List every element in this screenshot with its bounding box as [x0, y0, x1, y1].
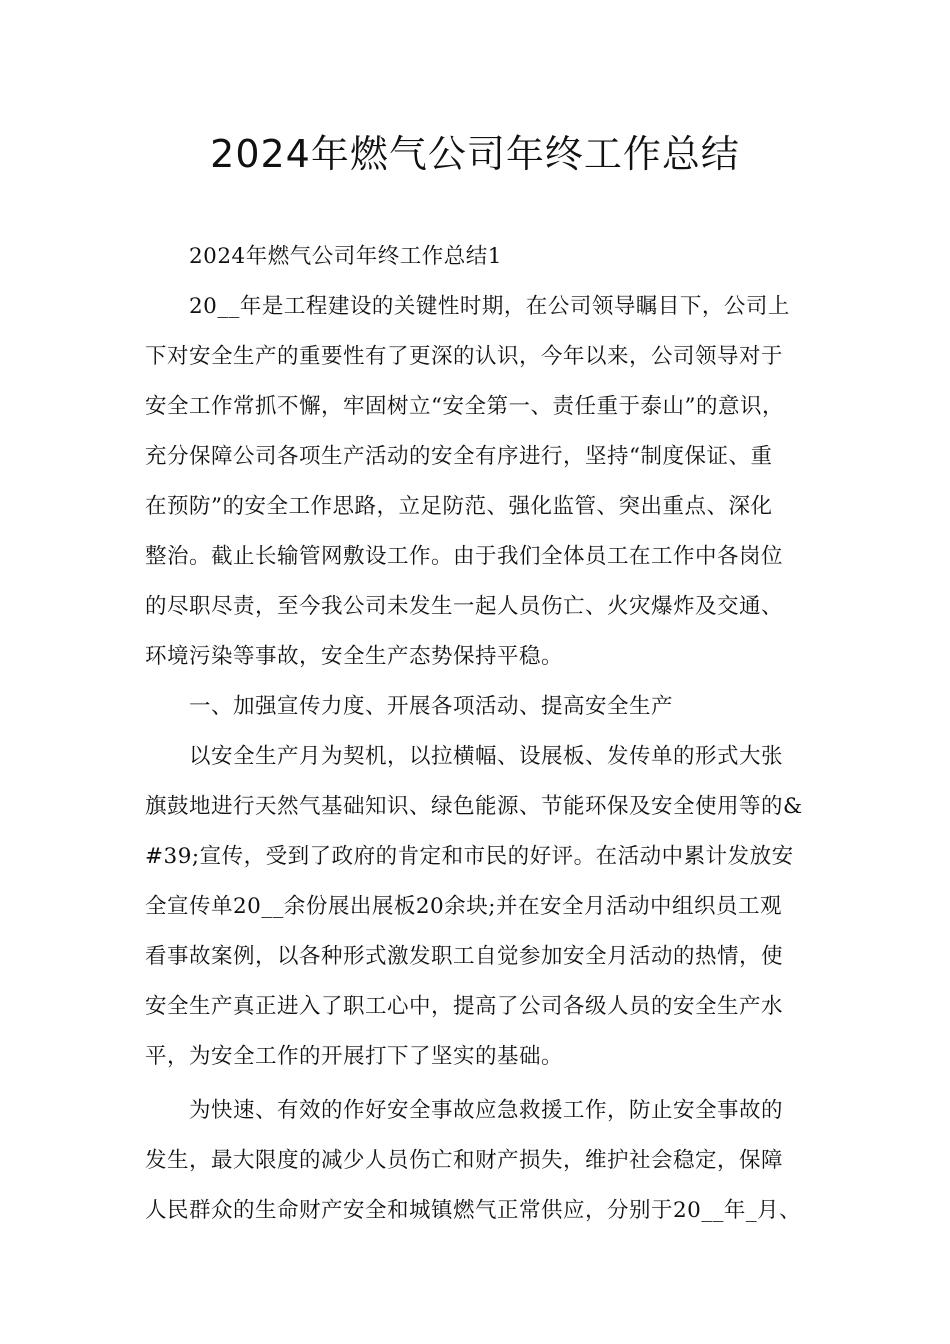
paragraph-line: 为快速、有效的作好安全事故应急救援工作，防止安全事故的: [189, 1098, 784, 1123]
paragraph-line: 20__年是工程建设的关键性时期，在公司领导瞩目下，公司上: [189, 294, 790, 319]
section-heading: 一、加强宣传力度、开展各项活动、提高安全生产: [189, 694, 674, 719]
paragraph-line: 人民群众的生命财产安全和城镇燃气正常供应，分别于20__年_月、: [145, 1198, 802, 1223]
document-body: [145, 232, 819, 1236]
paragraph-line: 整治。截止长输管网敷设工作。由于我们全体员工在工作中各岗位: [145, 544, 784, 569]
paragraph-line: 旗鼓地进行天然气基础知识、绿色能源、节能环保及安全使用等的&: [145, 794, 803, 819]
paragraph-line: 下对安全生产的重要性有了更深的认识，今年以来，公司领导对于: [145, 344, 784, 369]
paragraph-line: 的尽职尽责，至今我公司未发生一起人员伤亡、火灾爆炸及交通、: [145, 594, 784, 619]
paragraph-line: 环境污染等事故，安全生产态势保持平稳。: [145, 644, 564, 669]
paragraph-line: 以安全生产月为契机，以拉横幅、设展板、发传单的形式大张: [189, 744, 784, 769]
paragraph-line: 发生，最大限度的减少人员伤亡和财产损失，维护社会稳定，保障: [145, 1148, 784, 1173]
subtitle-line: 2024年燃气公司年终工作总结1: [189, 244, 502, 269]
paragraph-line: #39;宣传，受到了政府的肯定和市民的好评。在活动中累计发放安: [145, 844, 794, 869]
paragraph-line: 全宣传单20__余份展出展板20余块;并在安全月活动中组织员工观: [145, 894, 782, 919]
paragraph-line: 安全工作常抓不懈，牢固树立“安全第一、责任重于泰山”的意识，: [145, 394, 784, 419]
paragraph-line: 平，为安全工作的开展打下了坚实的基础。: [145, 1044, 564, 1069]
paragraph-line: 看事故案例，以各种形式激发职工自觉参加安全月活动的热情，使: [145, 944, 784, 969]
paragraph-line: 安全生产真正进入了职工心中，提高了公司各级人员的安全生产水: [145, 994, 784, 1019]
document-title: 2024年燃气公司年终工作总结: [210, 132, 740, 176]
paragraph-line: 充分保障公司各项生产活动的安全有序进行，坚持“制度保证、重: [145, 444, 773, 469]
paragraph-line: 在预防”的安全工作思路，立足防范、强化监管、突出重点、深化: [145, 494, 773, 519]
